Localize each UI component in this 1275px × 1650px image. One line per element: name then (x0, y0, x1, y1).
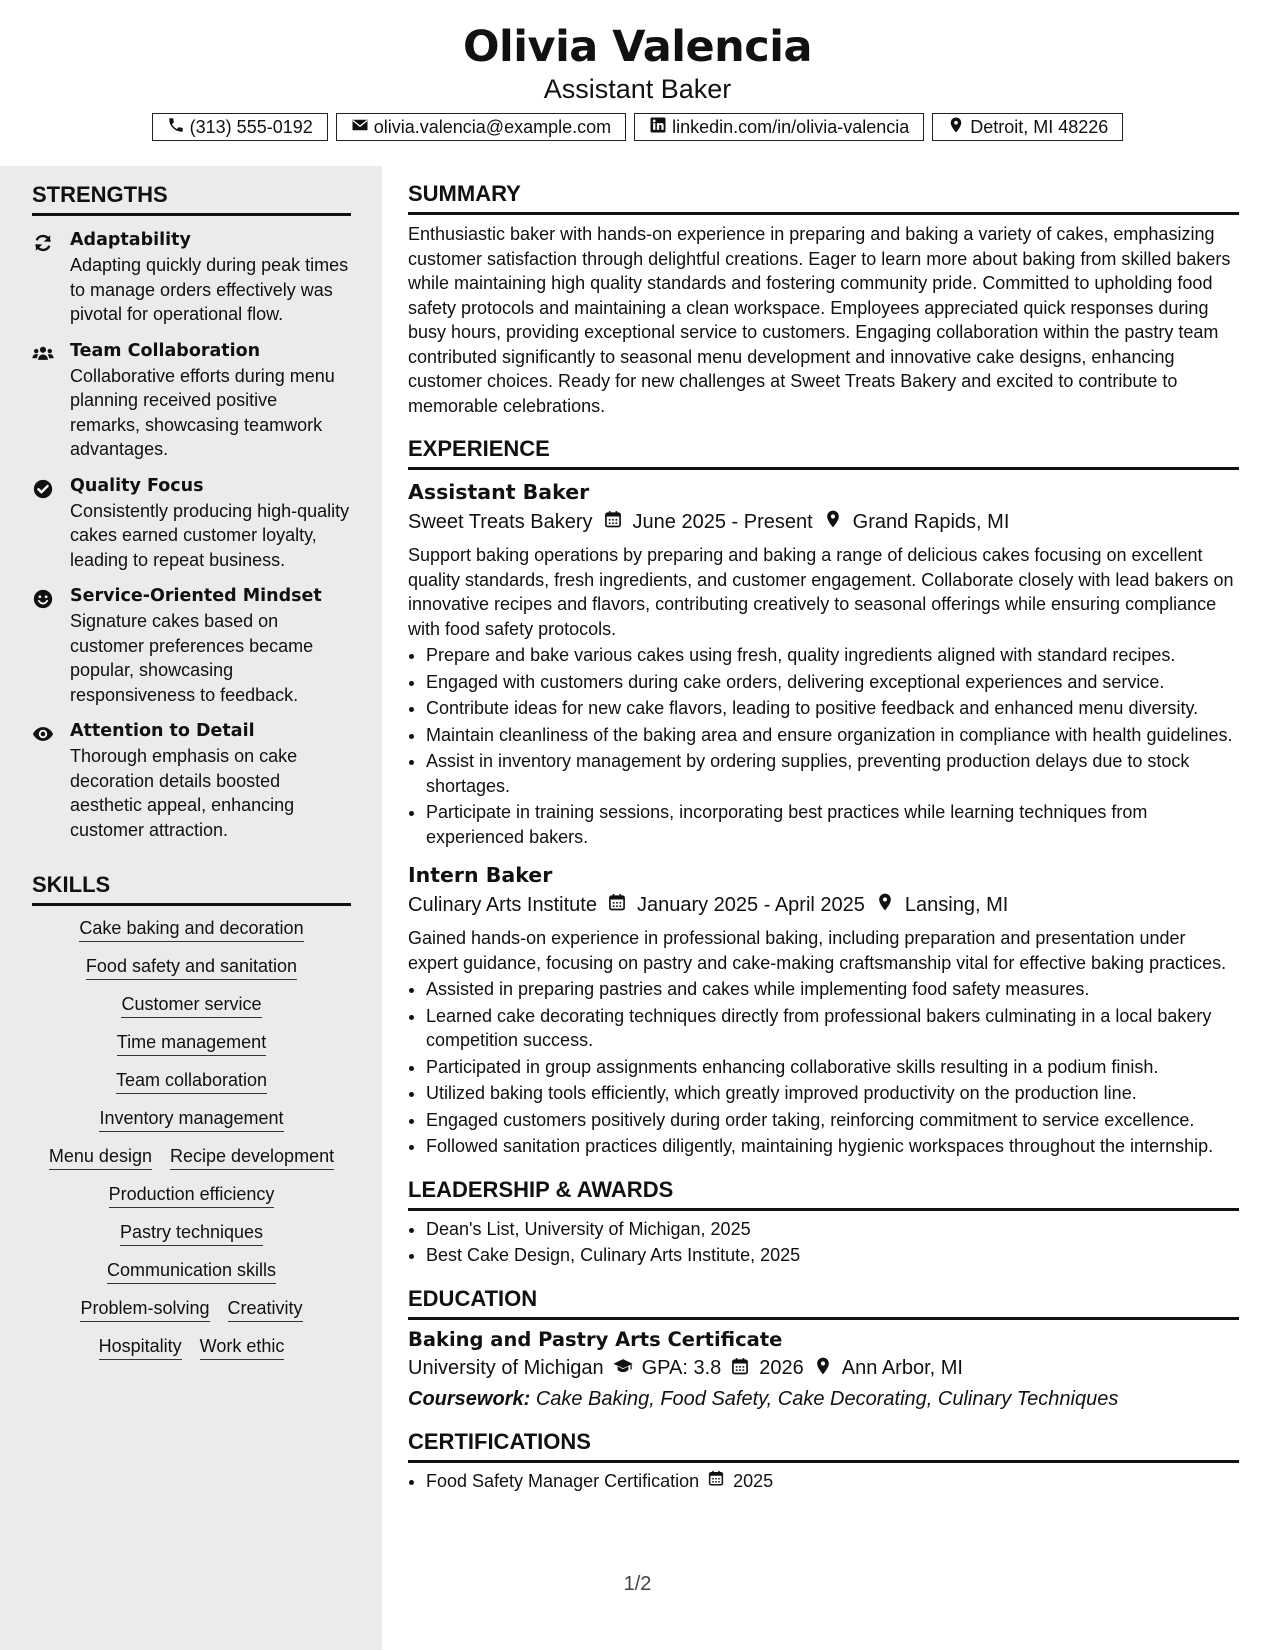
contact-phone-text: (313) 555-0192 (189, 116, 313, 137)
job-description: Gained hands-on experience in professional baking, including preparation and presentation under expert guidance, focusing on pastry and cake-making craftsmanship vital for effective baking practices. (408, 928, 1227, 973)
skill-tag: Problem-solving (80, 1298, 209, 1322)
leadership-list (408, 1217, 1239, 1268)
job-bullet: • Engaged with customers during cake orders, delivering exceptional experiences and service. (426, 670, 1239, 695)
job-entry (408, 863, 1239, 1159)
education-section (408, 1286, 1239, 1411)
skill-tag: Work ethic (200, 1336, 285, 1360)
strength-item (32, 341, 351, 462)
strength-title: Adaptability (70, 230, 191, 250)
skill-tag: Hospitality (99, 1336, 182, 1360)
leadership-section (408, 1177, 1239, 1268)
job-location: Lansing, MI (904, 893, 1009, 916)
job-entry (408, 480, 1239, 849)
coursework (408, 1388, 1239, 1411)
summary-text: Enthusiastic baker with hands-on experience in preparing and baking a variety of cakes, emphasizing customer satisfaction through delightful creations. Eager to learn more about baking from skilled bakers while maintaining high quality standards and fostering community pride. Committed to upholding food safety protocols and maintaining a clean workspace. Employees appreciated quick responses during busy hours, providing exceptional service to customers. Engaging collaboration within the pastry team contributed significantly to seasonal menu development and innovative cake designs, enhancing customer choices. Ready for new challenges at Sweet Treats Bakery and excited to contribute to memorable celebrations. (408, 224, 1231, 416)
strength-item (32, 721, 351, 842)
strength-item (32, 586, 351, 707)
skill-tag: Production efficiency (109, 1184, 275, 1208)
strength-title: Service-Oriented Mindset (70, 586, 322, 606)
job-bullet: • Followed sanitation practices diligently, maintaining hygienic workspaces throughout the internship. (426, 1134, 1239, 1159)
graduation-year: 2026 (759, 1357, 804, 1379)
strength-desc: Signature cakes based on customer preferences became popular, showcasing responsiveness to feedback. (70, 611, 314, 705)
experience-section (408, 436, 1239, 1159)
main-column (408, 181, 1239, 1511)
contact-email[interactable] (336, 113, 626, 141)
job-bullet: • Learned cake decorating techniques directly from professional bakers culminating in a local bakery competition success. (426, 1004, 1239, 1053)
users-icon (32, 341, 70, 462)
strength-desc: Consistently producing high-quality cakes earned customer loyalty, leading to repeat business. (70, 500, 350, 570)
skill-tag: Team collaboration (116, 1070, 267, 1094)
summary-heading: SUMMARY (408, 181, 1239, 215)
skill-tag: Customer service (121, 994, 261, 1018)
job-bullet: • Utilized baking tools efficiently, which greatly improved productivity on the production line. (426, 1081, 1239, 1106)
job-meta (408, 509, 1239, 535)
check-circle-icon (32, 476, 70, 573)
strength-title: Attention to Detail (70, 721, 255, 741)
certifications-heading: CERTIFICATIONS (408, 1429, 1239, 1463)
award-item: • Dean's List, University of Michigan, 2025 (426, 1217, 1239, 1242)
job-title: Intern Baker (408, 863, 553, 887)
contact-location (932, 113, 1123, 141)
contact-phone[interactable] (152, 113, 328, 141)
skill-tag: Food safety and sanitation (86, 956, 297, 980)
page-indicator: 1/2 (623, 1573, 652, 1595)
certifications-list (408, 1469, 1239, 1494)
skills-list (32, 918, 351, 1360)
job-bullet: • Contribute ideas for new cake flavors, leading to positive feedback and enhanced menu diversity. (426, 696, 1239, 721)
strength-title: Quality Focus (70, 475, 204, 496)
location-pin-icon (823, 509, 843, 535)
skill-tag: Time management (117, 1032, 266, 1056)
leadership-heading: LEADERSHIP & AWARDS (408, 1177, 1239, 1211)
job-bullet: • Participated in group assignments enhancing collaborative skills resulting in a podium finish. (426, 1055, 1239, 1080)
job-dates: January 2025 - April 2025 (636, 893, 865, 916)
job-title: Assistant Baker (408, 480, 590, 504)
strength-item (32, 230, 351, 327)
location-pin-icon (813, 1356, 833, 1382)
strengths-heading: STRENGTHS (32, 182, 351, 216)
job-meta (408, 892, 1239, 918)
skill-tag: Pastry techniques (120, 1222, 263, 1246)
candidate-title: Assistant Baker (543, 74, 732, 104)
job-description: Support baking operations by preparing and baking a range of delicious cakes focusing on excellent quality standards, fresh ingredients, and customer engagement. Collaborate closely with lead bakers on innovative recipes and flavors, contributing creatively to seasonal offerings while ensuring compliance with food safety protocols. (408, 545, 1234, 639)
skill-tag: Creativity (228, 1298, 303, 1322)
strength-title: Team Collaboration (70, 340, 261, 361)
job-location: Grand Rapids, MI (852, 510, 1010, 533)
eye-icon (32, 721, 70, 842)
skill-tag: Cake baking and decoration (79, 918, 303, 942)
strength-desc: Adapting quickly during peak times to manage orders effectively was pivotal for operational flow. (70, 255, 349, 324)
job-company: Sweet Treats Bakery (408, 510, 593, 533)
job-dates: June 2025 - Present (632, 510, 813, 533)
calendar-icon (730, 1356, 750, 1382)
coursework-label: Coursework: (408, 1387, 531, 1410)
school-location: Ann Arbor, MI (841, 1357, 963, 1379)
job-bullets (408, 643, 1239, 849)
certifications-section (408, 1429, 1239, 1494)
phone-icon (167, 116, 185, 139)
contact-linkedin-text: linkedin.com/in/olivia-valencia (672, 116, 910, 137)
contact-linkedin[interactable] (634, 113, 924, 141)
job-company: Culinary Arts Institute (408, 893, 597, 916)
job-bullet: • Prepare and bake various cakes using fresh, quality ingredients aligned with standard recipes. (426, 643, 1239, 668)
summary-section (408, 181, 1239, 418)
resume-header (0, 0, 1275, 160)
smile-icon (32, 586, 70, 707)
calendar-icon (607, 892, 627, 918)
skill-tag: Recipe development (170, 1146, 334, 1170)
school-name: University of Michigan (408, 1357, 604, 1379)
graduation-cap-icon (613, 1356, 633, 1382)
skills-heading: SKILLS (32, 872, 351, 906)
job-bullet: • Assisted in preparing pastries and cakes while implementing food safety measures. (426, 977, 1239, 1002)
certification-year: 2025 (733, 1470, 774, 1491)
coursework-list: Cake Baking, Food Safety, Cake Decorating, Culinary Techniques (535, 1387, 1119, 1410)
education-heading: EDUCATION (408, 1286, 1239, 1320)
location-pin-icon (875, 892, 895, 918)
skill-tag: Menu design (49, 1146, 152, 1170)
contact-email-text: olivia.valencia@example.com (373, 116, 612, 137)
linkedin-icon (649, 116, 667, 139)
refresh-icon (32, 230, 70, 327)
certification-item (426, 1469, 1239, 1494)
strength-desc: Thorough emphasis on cake decoration details boosted aesthetic appeal, enhancing customer attraction. (70, 746, 298, 840)
certification-name: • Food Safety Manager Certification (426, 1470, 700, 1491)
education-meta (408, 1356, 1239, 1382)
job-bullet: • Participate in training sessions, incorporating best practices while learning techniques from experienced bakers. (426, 800, 1239, 849)
sidebar (0, 166, 382, 1650)
gpa: GPA: 3.8 (641, 1357, 722, 1379)
strength-item (32, 476, 351, 573)
job-bullet: • Maintain cleanliness of the baking area and ensure organization in compliance with health guidelines. (426, 723, 1239, 748)
envelope-icon (351, 116, 369, 139)
experience-heading: EXPERIENCE (408, 436, 1239, 470)
job-bullet: • Assist in inventory management by ordering supplies, preventing production delays due to stock shortages. (426, 749, 1239, 798)
calendar-icon (707, 1469, 725, 1494)
candidate-name: Olivia Valencia (463, 22, 812, 72)
skill-tag: Inventory management (99, 1108, 283, 1132)
skill-tag: Communication skills (107, 1260, 276, 1284)
location-pin-icon (947, 116, 965, 139)
contact-bar (0, 113, 1275, 141)
degree-title: Baking and Pastry Arts Certificate (408, 1327, 783, 1351)
contact-location-text: Detroit, MI 48226 (970, 116, 1109, 137)
award-item: • Best Cake Design, Culinary Arts Institute, 2025 (426, 1243, 1239, 1268)
job-bullet: • Engaged customers positively during order taking, reinforcing commitment to service excellence. (426, 1108, 1239, 1133)
job-bullets (408, 977, 1239, 1159)
calendar-icon (603, 509, 623, 535)
strength-desc: Collaborative efforts during menu planning received positive remarks, showcasing teamwork advantages. (70, 365, 335, 459)
